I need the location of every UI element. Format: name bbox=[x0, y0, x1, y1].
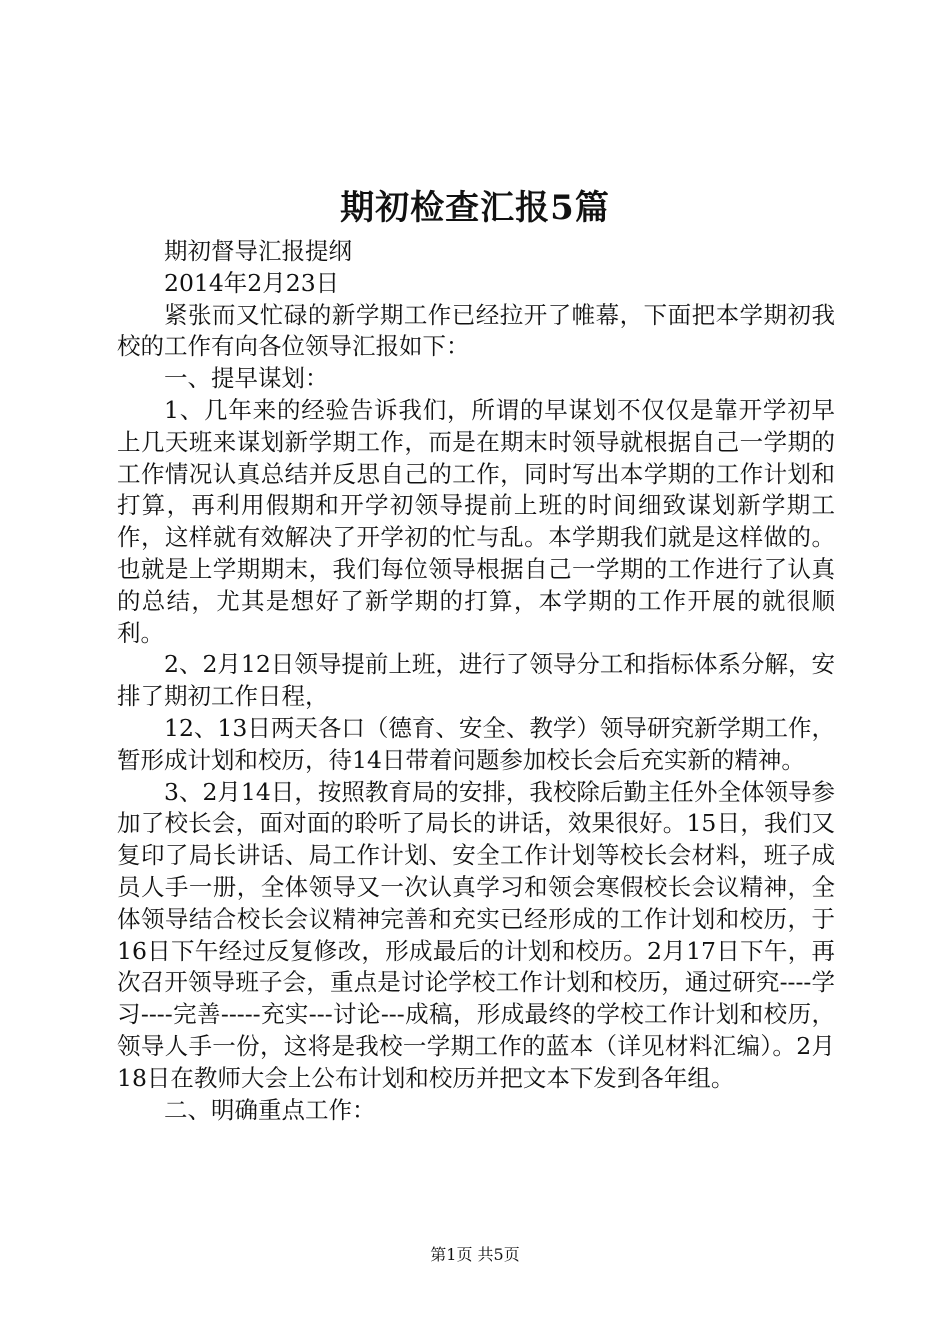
document-body bbox=[117, 236, 835, 1126]
paragraph-subtitle: 期初督导汇报提纲 bbox=[164, 237, 352, 265]
paragraph-date: 2014年2月23日 bbox=[164, 268, 340, 297]
section-heading-1: 一、提早谋划： bbox=[164, 364, 329, 393]
paragraph-item-2: 2、2月12日领导提前上班，进行了领导分工和指标体系分解，安排了期初工作日程， bbox=[117, 650, 835, 711]
paragraph-intro: 紧张而又忙碌的新学期工作已经拉开了帷幕，下面把本学期初我校的工作有向各位领导汇报如下： bbox=[117, 300, 835, 361]
paragraph-item-3: 3、2月14日，按照教育局的安排，我校除后勤主任外全体领导参加了校长会，面对面的聆听了局长的讲话，效果很好。15日，我们又复印了局长讲话、局工作计划、安全工作计划等校长会材料，班子成员人手一册，全体领导又一次认真学习和领会寒假校长会议精神，全体领导结合校长会议精神完善和充实已经形成的工作计划和校历，于16日下午经过反复修改，形成最后的计划和校历。2月17日下午，再次召开领导班子会，重点是讨论学校工作计划和校历，通过研究----学习----完善-----充实---讨论---成稿，形成最终的学校工作计划和校历，领导人手一份，这将是我校一学期工作的蓝本（详见材料汇编）。2月18日在教师大会上公布计划和校历并把文本下发到各年组。 bbox=[117, 777, 835, 1092]
page-footer: 第1页 共5页 bbox=[430, 1245, 520, 1264]
paragraph-item-2-continued: 12、13日两天各口（德育、安全、教学）领导研究新学期工作，暂形成计划和校历，待14日带着问题参加校长会后充实新的精神。 bbox=[117, 713, 835, 774]
paragraph-item-1: 1、几年来的经验告诉我们，所谓的早谋划不仅仅是靠开学初早上几天班来谋划新学期工作，而是在期末时领导就根据自己一学期的工作情况认真总结并反思自己的工作，同时写出本学期的工作计划和打算，再利用假期和开学初领导提前上班的时间细致谋划新学期工作，这样就有效解决了开学初的忙与乱。本学期我们就是这样做的。也就是上学期期末，我们每位领导根据自己一学期的工作进行了认真的总结，尤其是想好了新学期的打算，本学期的工作开展的就很顺利。 bbox=[117, 395, 835, 647]
section-heading-2: 二、明确重点工作： bbox=[164, 1095, 376, 1124]
document-title: 期初检查汇报5篇 bbox=[340, 188, 610, 228]
